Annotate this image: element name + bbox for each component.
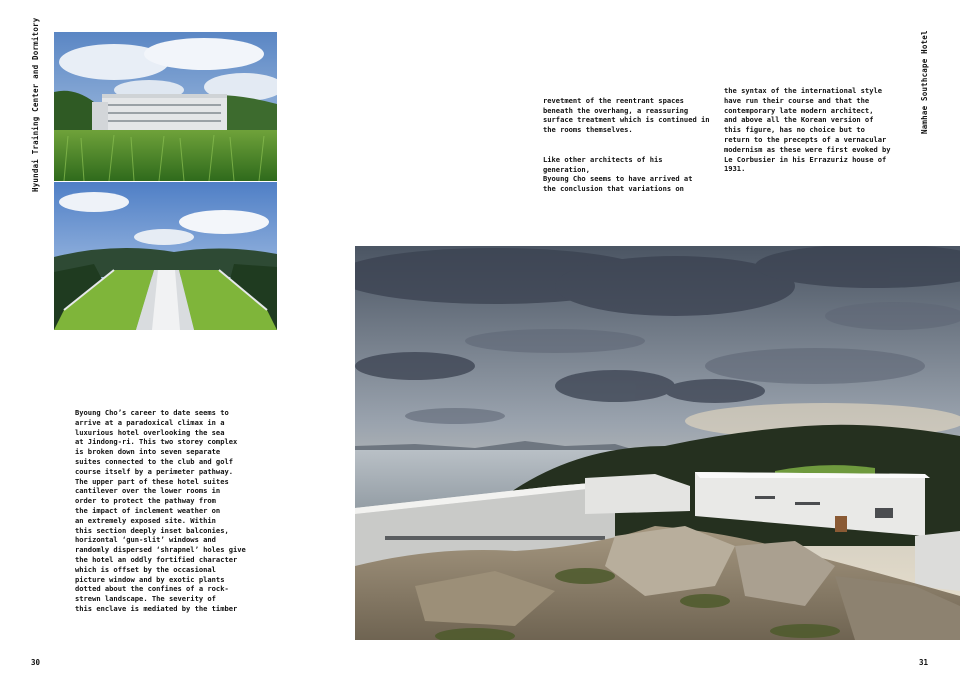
page-number-left: 30 [31,658,41,667]
middle-paragraph-2: Like other architects of his generation, Byoung Cho seems to have arrived at the conclusion that variations on [543,154,693,194]
right-page-caption: Namhae Southcape Hotel [920,30,929,134]
page-number-right: 31 [919,658,929,667]
photo-southcape-hotel-coast [355,246,960,640]
body-text-right-column: the syntax of the international style have run their course and that the contemporary late modern architect, and above all the Korean version of this figure, has no choice but to return to the precepts of a vernacular modernism as these were first evoked by Le Corbusier in his Errazuriz house of 1931. [724,86,891,174]
left-page-caption: Hyundai Training Center and Dormitory [31,17,40,192]
photo-green-roof-aerial [54,182,277,330]
photo-training-center-rice-field [54,32,277,181]
body-text-middle-column [543,86,711,204]
middle-paragraph-1: revetment of the reentrant spaces beneath the overhang, a reassuring surface treatment which is continued in the rooms themselves. [543,95,710,135]
body-text-left-column: Byoung Cho’s career to date seems to arrive at a paradoxical climax in a luxurious hotel overlooking the sea at Jindong-ri. This two storey complex is broken down into seven separate suites connected to the club and golf course itself by a perimeter pathway. The upper part of these hotel suites cantilever over the lower rooms in order to protect the pathway from the impact of inclement weather on an extremely exposed site. Within this section deeply inset balconies, horizontal ‘gun-slit’ windows and randomly dispersed ‘shrapnel’ holes give the hotel an oddly fortified character which is offset by the occasional picture window and by exotic plants dotted about the confines of a rock- strewn landscape. The severity of this enclave is mediated by the timber [75,408,246,613]
